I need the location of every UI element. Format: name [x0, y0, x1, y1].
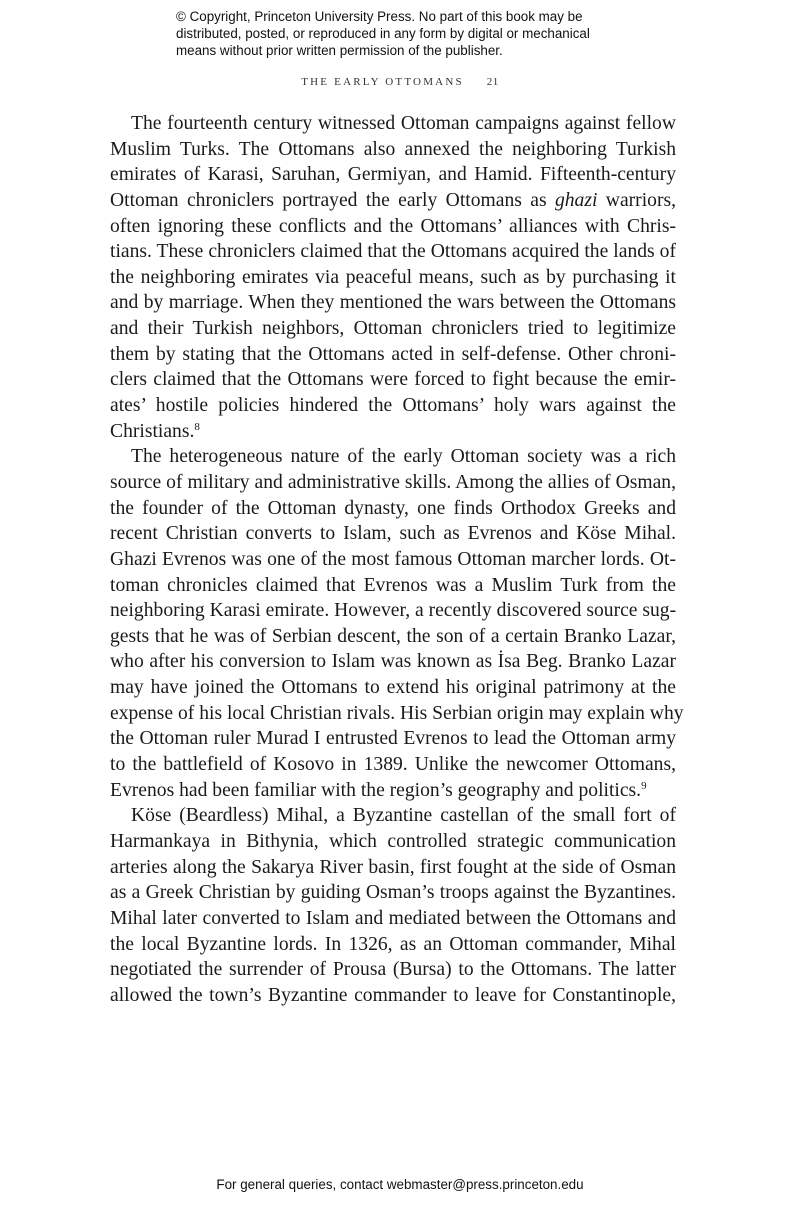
text-line: and their Turkish neighbors, Ottoman chroniclers tried to legitimize	[110, 318, 676, 340]
text-line: to the battlefield of Kosovo in 1389. Unlike the newcomer Ottomans,	[110, 754, 676, 776]
text-line: The fourteenth century witnessed Ottoman campaigns against fellow	[131, 113, 676, 134]
text-line: them by stating that the Ottomans acted in self-defense. Other chroni-	[110, 343, 676, 365]
copyright-line: distributed, posted, or reproduced in any form by digital or mechanical	[176, 26, 590, 41]
text-line: who after his conversion to Islam was known as İsa Beg. Branko Lazar	[110, 651, 676, 673]
text-line: the Ottoman ruler Murad I entrusted Evrenos to lead the Ottoman army	[110, 728, 676, 750]
running-head	[0, 76, 800, 88]
copyright-notice	[176, 8, 646, 59]
text-line: as a Greek Christian by guiding Osman’s troops against the Byzantines.	[110, 882, 676, 904]
chapter-title: THE EARLY OTTOMANS	[301, 76, 464, 88]
text-line: emirates of Karasi, Saruhan, Germiyan, and Hamid. Fifteenth-century	[110, 164, 676, 186]
text-line: Evrenos had been familiar with the region’s geography and politics.$^9$	[110, 779, 647, 801]
text-line: negotiated the surrender of Prousa (Bursa) to the Ottomans. The latter	[110, 959, 676, 981]
text-line: allowed the town’s Byzantine commander to leave for Constantinople,	[110, 984, 676, 1006]
text-line: Ottoman chroniclers portrayed the early Ottomans as ghazi warriors,	[110, 189, 676, 211]
text-line: Harmankaya in Bithynia, which controlled strategic communication	[110, 830, 676, 852]
text-line: clers claimed that the Ottomans were forced to fight because the emir-	[110, 369, 676, 391]
text-line: recent Christian converts to Islam, such as Evrenos and Köse Mihal.	[110, 523, 676, 545]
text-line: neighboring Karasi emirate. However, a recently discovered source sug-	[110, 600, 677, 622]
footnote-marker[interactable]: 9	[641, 779, 647, 792]
text-line: tians. These chroniclers claimed that the Ottomans acquired the lands of	[110, 241, 676, 263]
page-number: 21	[486, 76, 499, 88]
body-text	[110, 111, 684, 1008]
text-line: Muslim Turks. The Ottomans also annexed the neighboring Turkish	[110, 138, 676, 160]
text-line: Christians.$^8$	[110, 420, 200, 442]
paragraph	[110, 803, 676, 1008]
footnote-marker[interactable]: 8	[194, 420, 200, 433]
text-line: often ignoring these conflicts and the Ottomans’ alliances with Chris-	[110, 215, 676, 237]
text-line: expense of his local Christian rivals. His Serbian origin may explain why	[110, 702, 684, 724]
text-line: gests that he was of Serbian descent, the son of a certain Branko Lazar,	[110, 625, 676, 647]
text-line: may have joined the Ottomans to extend his original patrimony at the	[110, 677, 676, 699]
footer-contact: For general queries, contact webmaster@press.princeton.edu	[216, 1177, 584, 1192]
text-line: the local Byzantine lords. In 1326, as an Ottoman commander, Mihal	[110, 933, 676, 955]
copyright-line: means without prior written permission of the publisher.	[176, 43, 503, 58]
text-line: source of military and administrative skills. Among the allies of Osman,	[110, 471, 676, 493]
text-line: Köse (Beardless) Mihal, a Byzantine castellan of the small fort of	[131, 805, 676, 827]
text-line: the neighboring emirates via peaceful means, such as by purchasing it	[110, 266, 676, 288]
text-line: ates’ hostile policies hindered the Ottomans’ holy wars against the	[110, 395, 676, 417]
copyright-line: © Copyright, Princeton University Press. No part of this book may be	[176, 9, 583, 24]
text-line: the founder of the Ottoman dynasty, one finds Orthodox Greeks and	[110, 497, 676, 519]
text-line: Mihal later converted to Islam and mediated between the Ottomans and	[110, 907, 676, 929]
text-line: and by marriage. When they mentioned the wars between the Ottomans	[110, 292, 676, 314]
text-line: The heterogeneous nature of the early Ottoman society was a rich	[131, 446, 676, 468]
text-line: arteries along the Sakarya River basin, first fought at the side of Osman	[110, 856, 676, 878]
paragraph	[110, 444, 684, 803]
text-line: Ghazi Evrenos was one of the most famous Ottoman marcher lords. Ot-	[110, 548, 676, 570]
italic-term: ghazi	[554, 189, 598, 211]
paragraph	[110, 111, 676, 444]
text-line: toman chronicles claimed that Evrenos was a Muslim Turk from the	[110, 574, 676, 596]
